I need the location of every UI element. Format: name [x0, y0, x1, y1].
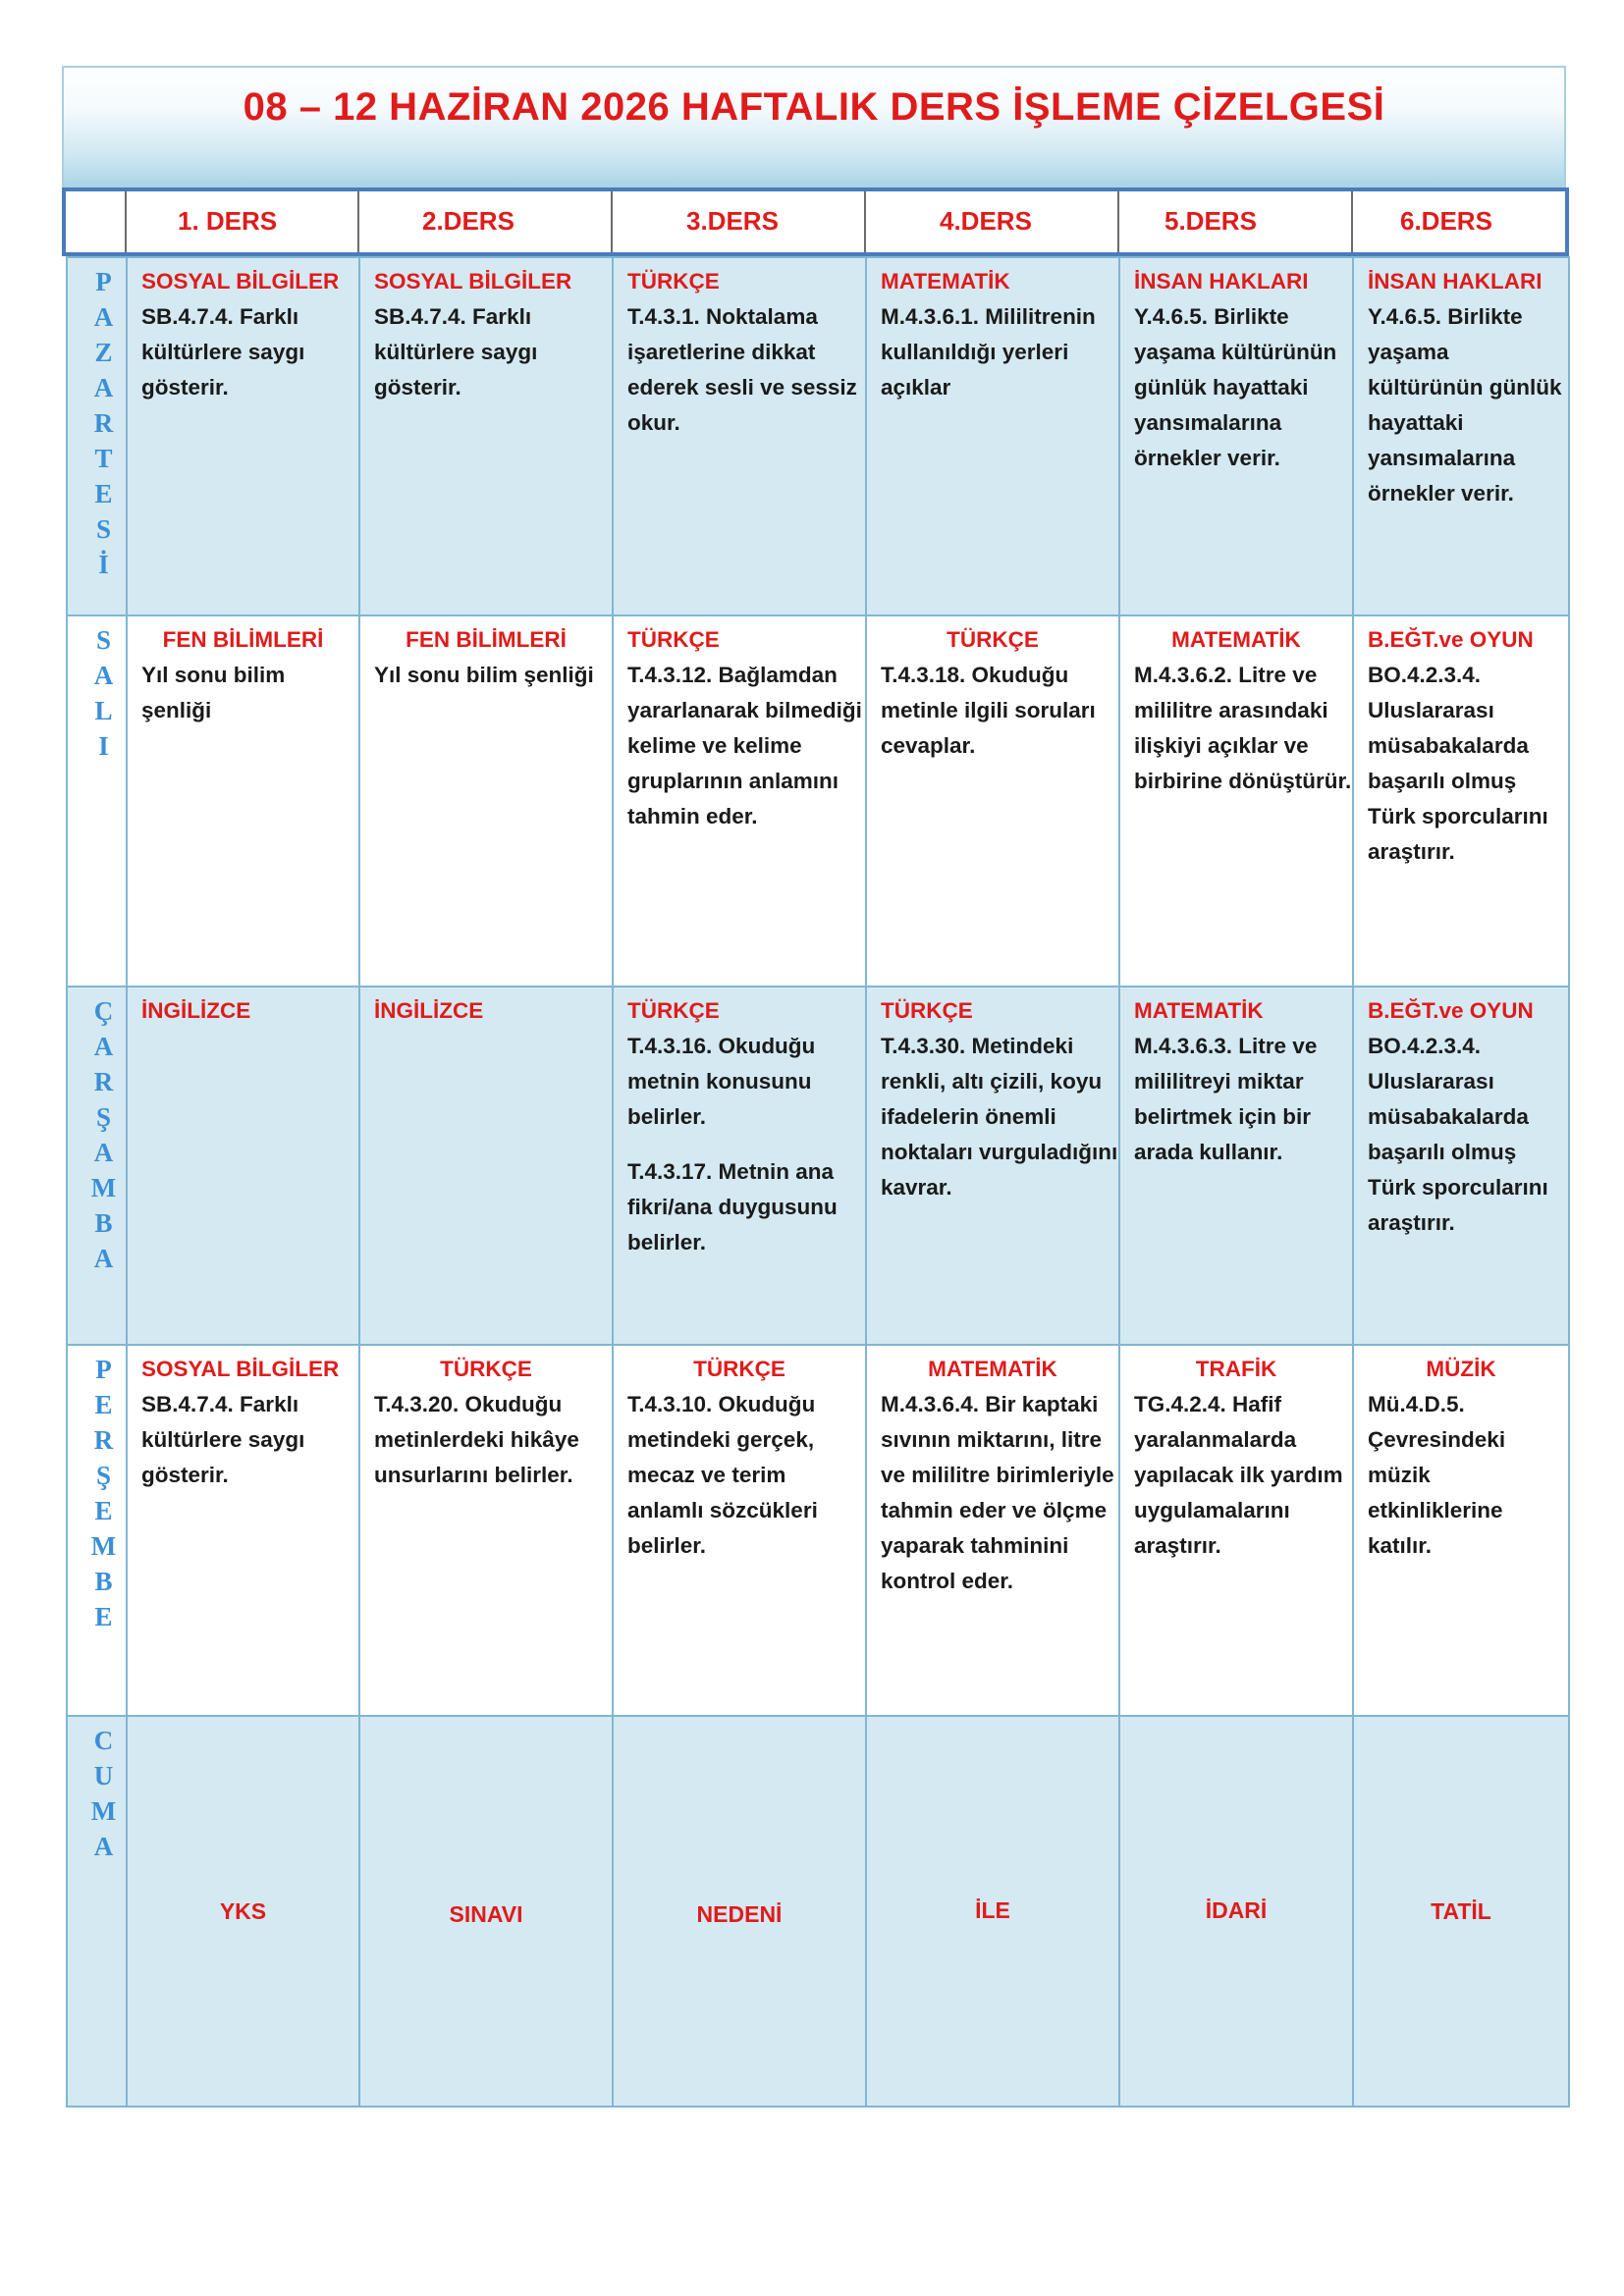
learning-outcome: Mü.4.D.5. Çevresindeki müzik etkinliklerine katılır. [1368, 1392, 1506, 1558]
header-period-1 [127, 191, 359, 252]
day-letter: Ç [93, 996, 114, 1026]
day-letter: L [94, 696, 113, 725]
lesson-cell [866, 1716, 1119, 2107]
lesson-cell [613, 257, 866, 615]
day-letter: A [93, 373, 114, 402]
learning-outcome: Y.4.6.5. Birlikte yaşama kültürünün günlük hayattaki yansımalarına örnekler verir. [1134, 304, 1337, 470]
day-letter: E [94, 1496, 113, 1525]
day-row-cuma [67, 1716, 1569, 2107]
day-letter: B [94, 1567, 113, 1596]
holiday-note-word: NEDENİ [696, 1901, 783, 1927]
header-period-3 [613, 191, 866, 252]
lesson-cell [613, 987, 866, 1345]
day-label-cell [67, 1345, 127, 1716]
period-label: 4.DERS [940, 206, 1032, 236]
lesson-cell [127, 257, 359, 615]
learning-outcome: M.4.3.6.3. Litre ve mililitreyi miktar belirtmek için bir arada kullanır. [1134, 1034, 1318, 1164]
day-name [91, 993, 116, 1276]
lesson-cell [1119, 615, 1353, 987]
lesson-cell [127, 1345, 359, 1716]
day-letter: Ş [95, 1461, 111, 1490]
subject-name: MATEMATİK [1134, 998, 1264, 1023]
lesson-cell [1119, 1345, 1353, 1716]
lesson-cell [1353, 987, 1569, 1345]
lesson-cell [1353, 1345, 1569, 1716]
subject-name: FEN BİLİMLERİ [406, 627, 567, 652]
day-name [94, 622, 114, 764]
schedule-table [66, 256, 1570, 2108]
lesson-cell [613, 615, 866, 987]
holiday-note-word: İLE [975, 1897, 1010, 1923]
learning-outcome: Yıl sonu bilim şenliği [374, 663, 594, 687]
day-letter: M [90, 1173, 117, 1202]
day-letter: A [93, 302, 114, 332]
learning-outcome: TG.4.2.4. Hafif yaralanmalarda yapılacak ilk yardım uygulamalarını araştırır. [1134, 1392, 1343, 1558]
holiday-note-word: YKS [219, 1898, 267, 1924]
learning-outcome: T.4.3.20. Okuduğu metinlerdeki hikâye unsurlarını belirler. [374, 1392, 579, 1487]
lesson-cell [613, 1716, 866, 2107]
learning-outcome: SB.4.7.4. Farklı kültürlere saygı gösterir. [374, 304, 538, 400]
holiday-note-word: TATİL [1431, 1898, 1491, 1924]
day-letter: A [93, 1832, 114, 1861]
day-letter: B [94, 1208, 113, 1238]
header-period-2 [359, 191, 613, 252]
day-letter: E [94, 479, 113, 508]
learning-outcome: T.4.3.1. Noktalama işaretlerine dikkat ederek sesli ve sessiz okur. [627, 304, 857, 435]
lesson-cell [359, 987, 613, 1345]
learning-outcome: Y.4.6.5. Birlikte yaşama kültürünün günlük hayattaki yansımalarına örnekler verir. [1368, 304, 1562, 506]
header-period-5 [1119, 191, 1353, 252]
day-letter: M [90, 1531, 117, 1561]
day-label-cell [67, 987, 127, 1345]
lesson-cell [1353, 615, 1569, 987]
learning-outcome: T.4.3.17. Metnin ana fikri/ana duygusunu belirler. [627, 1159, 838, 1255]
learning-outcome: T.4.3.12. Bağlamdan yararlanarak bilmediği kelime ve kelime gruplarının anlamını tahmin eder. [627, 663, 862, 828]
lesson-cell [127, 615, 359, 987]
title-banner [62, 66, 1566, 187]
day-name [91, 1352, 116, 1634]
holiday-note-word: İDARİ [1205, 1897, 1268, 1923]
subject-name: TÜRKÇE [947, 627, 1039, 652]
day-letter: C [93, 1726, 114, 1755]
learning-outcome: T.4.3.18. Okuduğu metinle ilgili soruları cevaplar. [881, 663, 1096, 758]
day-letter: E [94, 1390, 113, 1419]
subject-name: MATEMATİK [881, 269, 1010, 294]
subject-name: TÜRKÇE [627, 627, 720, 652]
day-label-cell [67, 615, 127, 987]
day-letter: S [95, 514, 112, 544]
subject-name: İNSAN HAKLARI [1368, 269, 1543, 294]
day-letter: A [93, 1244, 114, 1273]
subject-name: FEN BİLİMLERİ [162, 627, 324, 652]
day-letter: R [93, 408, 114, 438]
holiday-note-word: SINAVI [449, 1901, 523, 1927]
day-row-persembe [67, 1345, 1569, 1716]
day-letter: R [93, 1067, 114, 1096]
day-letter: R [93, 1425, 114, 1455]
subject-name: TÜRKÇE [627, 269, 720, 294]
learning-outcome: M.4.3.6.4. Bir kaptaki sıvının miktarını, litre ve mililitre birimleriyle tahmin eder ve ölçme yaparak tahminini kontrol eder. [881, 1392, 1114, 1593]
period-label: 1. DERS [178, 206, 278, 236]
day-row-carsamba [67, 987, 1569, 1345]
lesson-cell [1119, 1716, 1353, 2107]
period-label: 5.DERS [1164, 206, 1257, 236]
day-letter: I [98, 731, 109, 761]
day-letter: İ [98, 550, 109, 579]
lesson-cell [1353, 257, 1569, 615]
period-label: 6.DERS [1400, 206, 1492, 236]
lesson-cell [866, 615, 1119, 987]
learning-outcome: T.4.3.16. Okuduğu metnin konusunu belirler. [627, 1034, 816, 1129]
subject-name: SOSYAL BİLGİLER [374, 269, 572, 294]
period-label: 3.DERS [686, 206, 779, 236]
header-period-4 [866, 191, 1119, 252]
subject-name: B.EĞT.ve OYUN [1368, 627, 1534, 652]
learning-outcome: BO.4.2.3.4. Uluslararası müsabakalarda başarılı olmuş Türk sporcularını araştırır. [1368, 1034, 1548, 1235]
lesson-cell [359, 257, 613, 615]
day-letter: E [94, 1602, 113, 1631]
subject-name: İNSAN HAKLARI [1134, 269, 1309, 294]
page-title: 08 – 12 HAZİRAN 2026 HAFTALIK DERS İŞLEME ÇİZELGESİ [243, 85, 1385, 129]
lesson-cell [866, 987, 1119, 1345]
period-label: 2.DERS [422, 206, 514, 236]
subject-name: TRAFİK [1195, 1357, 1277, 1381]
day-letter: M [90, 1796, 117, 1826]
lesson-cell [359, 1716, 613, 2107]
day-letter: U [93, 1761, 114, 1790]
lesson-cell [866, 1345, 1119, 1716]
lesson-cell [613, 1345, 866, 1716]
subject-name: TÜRKÇE [627, 998, 720, 1023]
day-letter: A [93, 661, 114, 690]
header-period-6 [1353, 191, 1565, 252]
subject-name: TÜRKÇE [693, 1357, 785, 1381]
learning-outcome: Yıl sonu bilim şenliği [141, 663, 286, 722]
subject-name: TÜRKÇE [440, 1357, 532, 1381]
lesson-cell [1119, 987, 1353, 1345]
day-name [94, 264, 114, 582]
lesson-cell [1353, 1716, 1569, 2107]
subject-name: İNGİLİZCE [141, 998, 251, 1023]
learning-outcome: BO.4.2.3.4. Uluslararası müsabakalarda başarılı olmuş Türk sporcularını araştırır. [1368, 663, 1548, 864]
learning-outcome: M.4.3.6.1. Mililitrenin kullanıldığı yerleri açıklar [881, 304, 1096, 400]
day-letter: S [95, 625, 112, 655]
header-corner-cell [66, 191, 127, 252]
lesson-cell [127, 1716, 359, 2107]
learning-outcome: T.4.3.30. Metindeki renkli, altı çizili, koyu ifadelerin önemli noktaları vurguladığını kavrar. [881, 1034, 1118, 1200]
subject-name: TÜRKÇE [881, 998, 973, 1023]
learning-outcome: SB.4.7.4. Farklı kültürlere saygı gösterir. [141, 1392, 305, 1487]
learning-outcome: T.4.3.10. Okuduğu metindeki gerçek, mecaz ve terim anlamlı sözcükleri belirler. [627, 1392, 818, 1558]
learning-outcome: M.4.3.6.2. Litre ve mililitre arasındaki ilişkiyi açıklar ve birbirine dönüştürür. [1134, 663, 1352, 793]
lesson-cell [127, 987, 359, 1345]
day-letter: Z [94, 338, 113, 367]
learning-outcome: SB.4.7.4. Farklı kültürlere saygı gösterir. [141, 304, 305, 400]
lesson-cell [1119, 257, 1353, 615]
subject-name: SOSYAL BİLGİLER [141, 269, 340, 294]
day-letter: P [95, 1355, 112, 1384]
lesson-cell [866, 257, 1119, 615]
subject-name: İNGİLİZCE [374, 998, 484, 1023]
day-label-cell [67, 257, 127, 615]
day-letter: Ş [95, 1102, 111, 1132]
lesson-cell [359, 1345, 613, 1716]
day-name [91, 1723, 116, 1864]
day-letter: A [93, 1032, 114, 1061]
subject-name: SOSYAL BİLGİLER [141, 1357, 340, 1381]
day-label-cell [67, 1716, 127, 2107]
day-letter: T [94, 444, 113, 473]
day-row-sali [67, 615, 1569, 987]
day-letter: P [95, 267, 112, 296]
subject-name: MÜZİK [1426, 1357, 1496, 1381]
lesson-cell [359, 615, 613, 987]
subject-name: MATEMATİK [928, 1357, 1057, 1381]
subject-name: B.EĞT.ve OYUN [1368, 998, 1534, 1023]
day-row-pazartesi [67, 257, 1569, 615]
day-letter: A [93, 1138, 114, 1167]
subject-name: MATEMATİK [1171, 627, 1301, 652]
period-header-row [62, 187, 1569, 256]
